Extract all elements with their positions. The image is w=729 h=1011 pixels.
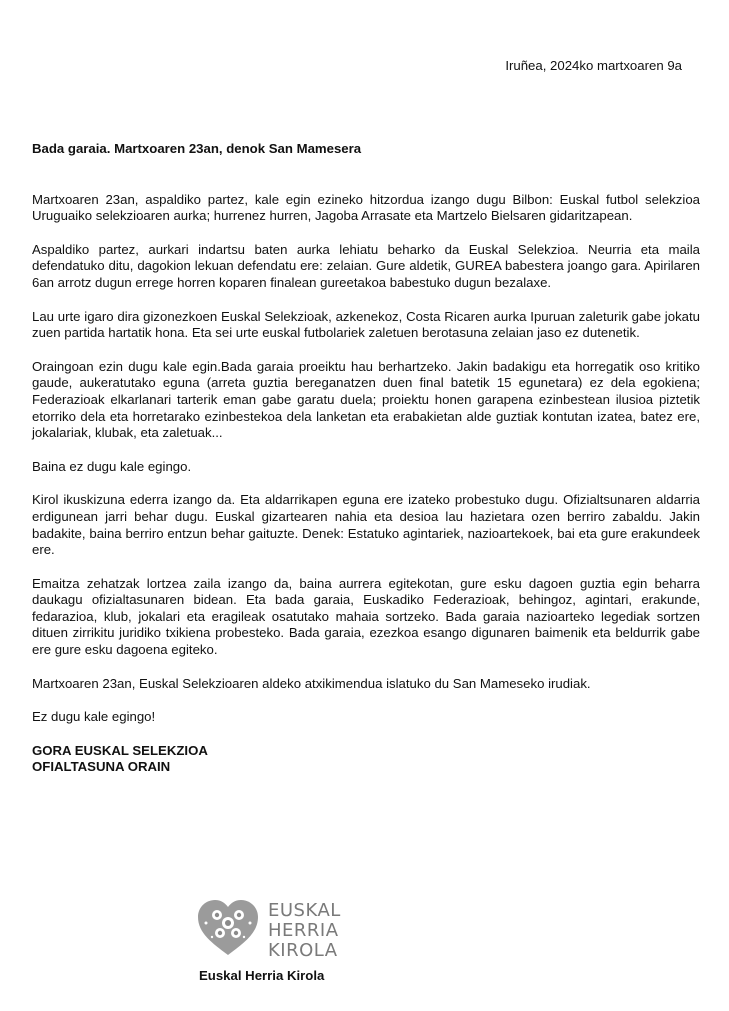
paragraph-2: Aspaldiko partez, aurkari indartsu baten aurka lehiatu beharko da Euskal Selekzioa. Neurria eta maila defendatuko ditu, dagokion lekuan defendatu ere: zelaian. Gure aldetik, GUREA babestera joango gara. Apirilaren 6an arrotz dugun errege horren koparen finalean gureetakoa babestuko dugun bezalaxe. — [32, 241, 700, 290]
paragraph-3: Lau urte igaro dira gizonezkoen Euskal Selekzioak, azkenekoz, Costa Ricaren aurka Ipuruan zaleturik gabe jokatu zuen partida hartatik hona. Eta sei urte euskal futbolariek zaletuen berotasuna zelaian jaso ez dutenetik. — [32, 308, 700, 341]
logo-line-3: KIROLA — [268, 940, 338, 961]
paragraph-7: Emaitza zehatzak lortzea zaila izango da, baina aurrera egitekotan, gure esku dagoen guztia egin beharra daukagu ofizialtasunaren bidean. Eta bada garaia, Euskadiko Federazioak, behingoz, agintari, erakunde, fedarazioa, klub, jokalari eta eragileak osatutako mahaia sortzeko. Bada garaia nazioarteko legediak sortzen dituen zirrikitu juridiko txikiena probesteko. Bada garaia, ezezkoa esango digunaren baimenik eta beldurrik gabe ere gure esku dagoena egiteko. — [32, 575, 700, 658]
letter-date: Iruñea, 2024ko martxoaren 9a — [505, 58, 682, 73]
signature: Euskal Herria Kirola — [199, 968, 325, 983]
euskal-herria-kirola-logo — [192, 893, 362, 963]
closing-line-2: OFIALTASUNA ORAIN — [32, 759, 171, 775]
paragraph-1: Martxoaren 23an, aspaldiko partez, kale egin ezineko hitzordua izango dugu Bilbon: Euskal futbol selekzioa Uruguaiko selekzioaren aurka; hurrenez hurren, Jagoba Arrasate eta Martzelo Bielsaren gidaritzapean. — [32, 191, 700, 224]
letter-body — [32, 141, 700, 776]
paragraph-9: Ez dugu kale egingo! — [32, 709, 156, 725]
letter-title: Bada garaia. Martxoaren 23an, denok San Mamesera — [32, 141, 362, 156]
closing-line-1: GORA EUSKAL SELEKZIOA — [32, 742, 208, 758]
paragraph-6: Kirol ikuskizuna ederra izango da. Eta aldarrikapen eguna ere izateko probestuko dugu. Ofizialtsunaren aldarria erdigunean jarri behar dugu. Euskal gizartearen nahia eta desioa lau hazietara ozen berriro zabaldu. Jakin badakite, baina berriro entzun behar gaituzte. Denek: Estatuko agintariek, nazioartekoek, bai eta gure erakundeek ere. — [32, 492, 700, 558]
paragraph-8: Martxoaren 23an, Euskal Selekzioaren aldeko atxikimendua islatuko du San Mameseko irudiak. — [32, 675, 591, 691]
paragraph-4: Oraingoan ezin dugu kale egin.Bada garaia proeiktu hau berhartzeko. Jakin badakigu eta horregatik oso kritiko gaude, aukeratutako eguna (arreta guztia bereganatzen duen final batetik 15 egunetara) ez dela egokiena; Federazioak elkarlanari tarterik eman gabe garatu duela; proiektu honen garapena ezinbestean ilusioa piztetik etorriko dela eta horretarako ezinbestekoa dela lanketan eta erabakietan alde guztiak kontutan izatea, batez ere, jokalariak, klubak, eta zaletuak... — [32, 358, 700, 441]
logo-line-1: EUSKAL — [268, 900, 341, 921]
logo-line-2: HERRIA — [268, 920, 339, 941]
paragraph-5: Baina ez dugu kale egingo. — [32, 458, 192, 474]
logo-wordmark — [268, 901, 341, 961]
lauburu-heart-icon — [192, 893, 264, 961]
